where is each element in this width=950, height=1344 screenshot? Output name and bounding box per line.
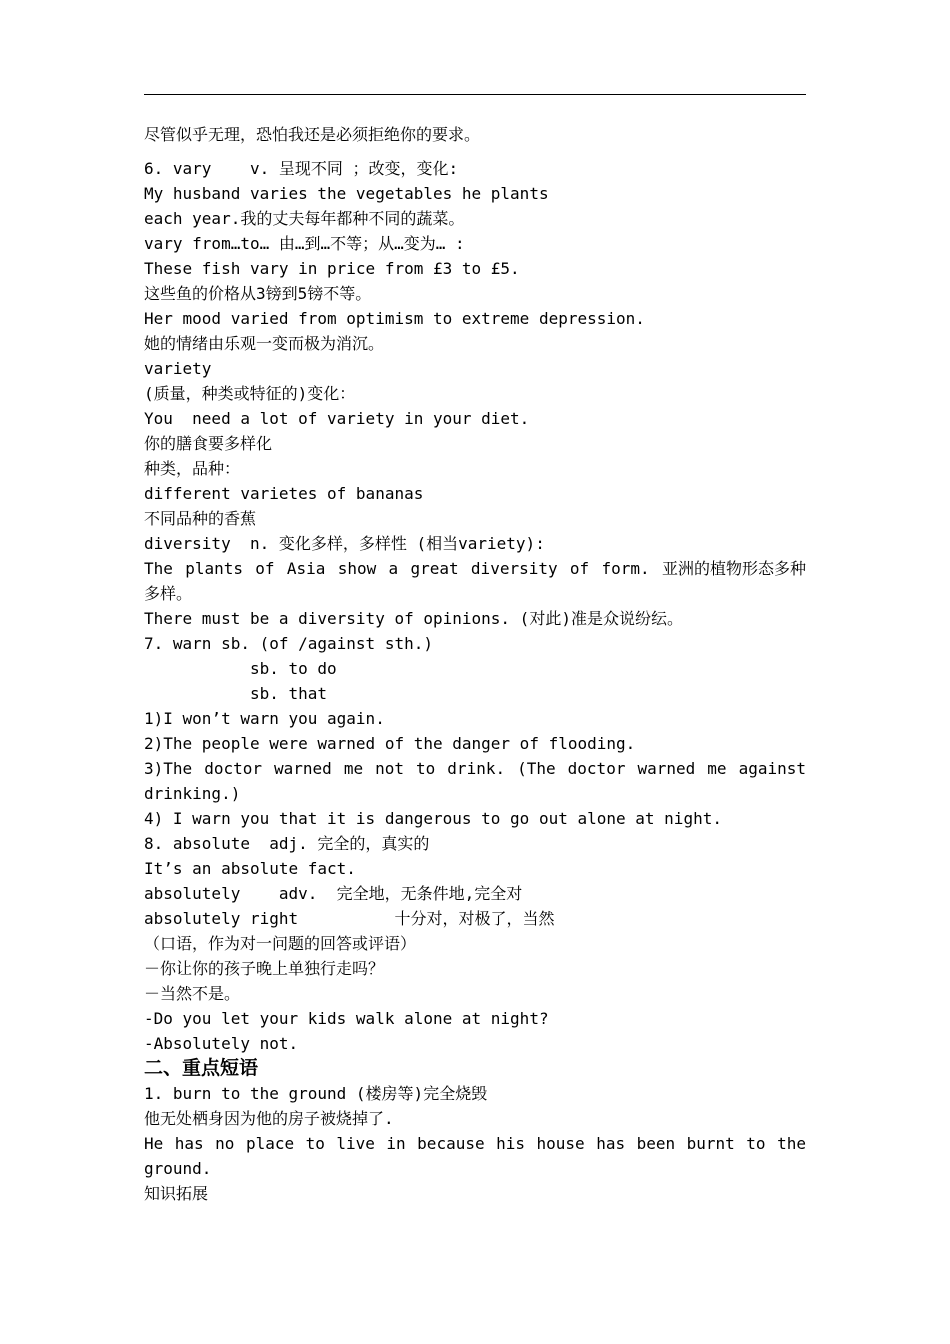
word: in (386, 1134, 406, 1153)
text-line: My husband varies the vegetables he plants (144, 184, 549, 203)
word: not (375, 759, 404, 778)
text-line: (质量，种类或特征的)变化： (144, 384, 356, 403)
text-line: Her mood varied from optimism to extreme depression. (144, 309, 645, 328)
word: form. (601, 559, 650, 578)
word: warned (637, 759, 696, 778)
word: warned (274, 759, 332, 778)
text-line: absolutely right 十分对，对极了，当然 (144, 909, 555, 928)
text-line: There must be a diversity of opinions. (对此)准是众说纷纭。 (144, 609, 683, 628)
text-line: variety (144, 359, 212, 378)
word: of (255, 559, 275, 578)
word: against (738, 759, 806, 778)
text-line: vary from…to… 由…到…不等；从…变为… : (144, 234, 465, 253)
word: doctor (567, 759, 626, 778)
word: The (144, 559, 173, 578)
word: the (777, 1134, 806, 1153)
word: plants (185, 559, 243, 578)
text-line: 他无处栖身因为他的房子被烧掉了. (144, 1109, 394, 1128)
word: Asia (286, 559, 326, 578)
text-line-justified (144, 556, 806, 581)
text-line: -Do you let your kids walk alone at night? (144, 1009, 549, 1028)
text-line-justified (144, 1131, 806, 1156)
word: a (388, 559, 399, 578)
text-line-justified (144, 756, 806, 781)
text-line: 2)The people were warned of the danger of flooding. (144, 734, 636, 753)
word: place (245, 1134, 295, 1153)
text-line: 这些鱼的价格从3镑到5镑不等。 (144, 284, 372, 303)
word: doctor (204, 759, 262, 778)
word: drink. (447, 759, 506, 778)
text-line: 8. absolute adj. 完全的，真实的 (144, 834, 430, 853)
text-line: 1)I won’t warn you again. (144, 709, 385, 728)
word: me (707, 759, 727, 778)
text-line: 不同品种的香蕉 (144, 509, 257, 528)
text-line: －你让你的孩子晚上单独行走吗？ (144, 959, 385, 978)
word: of (569, 559, 590, 578)
text-line: You need a lot of variety in your diet. (144, 409, 530, 428)
text-line: -Absolutely not. (144, 1034, 299, 1053)
word: live (336, 1134, 375, 1153)
word: He (144, 1134, 164, 1153)
word: show (337, 559, 377, 578)
text-line: different varietes of bananas (144, 484, 424, 503)
word: me (343, 759, 364, 778)
word: 3)The (144, 759, 193, 778)
word: to (416, 759, 436, 778)
text-line: 1. burn to the ground (楼房等)完全烧毁 (144, 1084, 488, 1103)
word: to (746, 1134, 766, 1153)
word: great (410, 559, 459, 578)
text-line: These fish vary in price from £3 to £5. (144, 259, 520, 278)
word: been (636, 1134, 676, 1153)
text-line: （口语，作为对一问题的回答或评语） (144, 934, 417, 953)
word: has (596, 1134, 626, 1153)
word: his (496, 1134, 526, 1153)
text-line: －当然不是。 (144, 984, 241, 1003)
word: 亚洲的植物形态多种 (661, 559, 806, 578)
word: house (536, 1134, 585, 1153)
text-line: 她的情绪由乐观一变而极为消沉。 (144, 334, 385, 353)
word: has (174, 1134, 204, 1153)
text-line: 尽管似乎无理，恐怕我还是必须拒绝你的要求。 (144, 125, 481, 144)
text-line: absolutely adv. 完全地，无条件地,完全对 (144, 884, 523, 903)
word: to (305, 1134, 325, 1153)
text-line: 你的膳食要多样化 (144, 434, 273, 453)
word: burnt (686, 1134, 735, 1153)
text-line: sb. to do (144, 659, 337, 678)
word: because (417, 1134, 485, 1153)
word: diversity (470, 559, 558, 578)
text-line: 7. warn sb. (of /against sth.) (144, 634, 433, 653)
text-line: diversity n. 变化多样，多样性 (相当variety): (144, 534, 545, 553)
text-line: each year.我的丈夫每年都种不同的蔬菜。 (144, 209, 465, 228)
text-line: It’s an absolute fact. (144, 859, 356, 878)
word: (The (517, 759, 556, 778)
header-rule (144, 94, 806, 95)
section-heading: 二、重点短语 (144, 1057, 259, 1079)
text-line: 4) I warn you that it is dangerous to go out alone at night. (144, 809, 722, 828)
word: no (215, 1134, 235, 1153)
text-line: sb. that (144, 684, 328, 703)
document-body (144, 122, 806, 1206)
text-line: ground. (144, 1159, 212, 1178)
text-line: drinking.) (144, 784, 241, 803)
text-line: 6. vary v. 呈现不同 ；改变，变化: (144, 159, 459, 178)
text-line: 多样。 (144, 584, 193, 603)
text-line: 知识拓展 (144, 1184, 209, 1203)
text-line: 种类，品种： (144, 459, 241, 478)
